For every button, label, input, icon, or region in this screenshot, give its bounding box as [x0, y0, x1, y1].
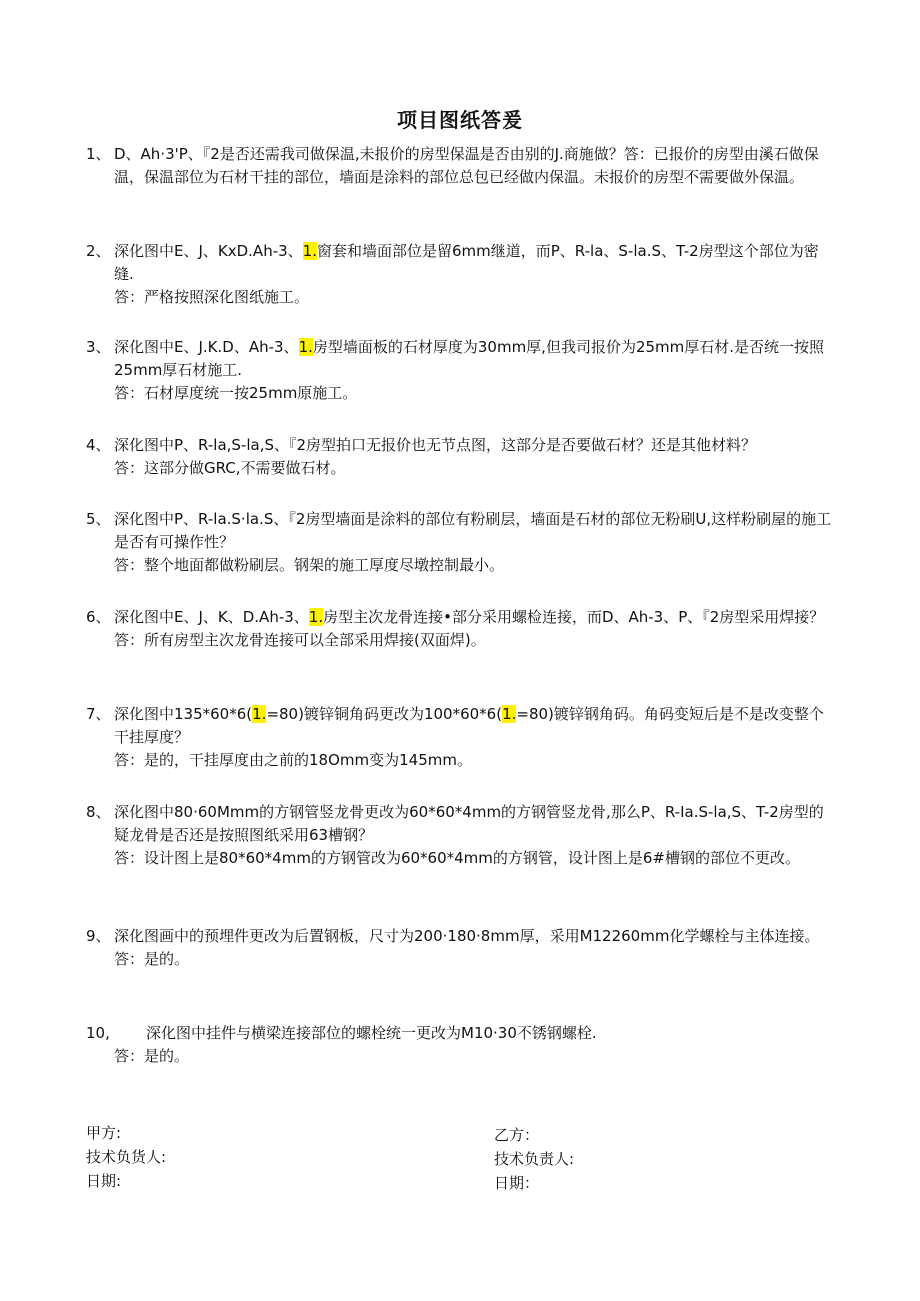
item-number: 9、: [86, 927, 111, 945]
qa-item-5: [86, 508, 838, 577]
qa-item-2: [86, 240, 838, 309]
highlight-mark: 1.: [308, 608, 324, 626]
answer-text: 答：是的。: [114, 1047, 190, 1065]
highlight-mark: 1.: [298, 338, 313, 356]
qa-item-8: [86, 801, 838, 870]
party-a-label: 甲方:: [86, 1124, 122, 1142]
answer-text: 答：严格按照深化图纸施工。: [114, 288, 310, 306]
item-number: 1、: [86, 145, 111, 163]
item-number: 8、: [86, 803, 111, 821]
qa-item-3: [86, 336, 838, 405]
item-number: 7、: [86, 705, 111, 723]
question-text: 深化图中挂件与横梁连接部位的螺栓统一更改为M10·30不锈钢螺栓.: [146, 1024, 597, 1042]
qa-item-7: [86, 703, 838, 772]
answer-text: 答：是的。: [114, 950, 190, 968]
qa-item-10: [86, 1022, 838, 1068]
party-b-label: 乙方：: [494, 1126, 540, 1144]
party-a-tech-lead-label: 技术负货人:: [86, 1148, 167, 1166]
highlight-mark: 1.: [252, 705, 267, 723]
item-number: 6、: [86, 608, 111, 626]
highlight-mark: 1.: [302, 242, 317, 260]
question-text: D、Ah·3'P、『2是否还需我司做保温,未报价的房型保温是否由别的J.商施做？答：已报价的房型由溪石做保温，保温部位为石材干挂的部位，墙面是涂料的部位总包已经做内保温。未报价的房型不需要做外保温。: [114, 145, 819, 186]
question-text: 深化图画中的预埋件更改为后置钢板，尺寸为200·180·8mm厚，采用M12260mm化学螺栓与主体连接。: [114, 927, 820, 945]
question-text: 深化图中E、J、K、D.Ah-3、1.房型主次龙骨连接•部分采用螺检连接，而D、Ah-3、P、『2房型采用焊接？: [114, 608, 825, 626]
answer-text: 答：这部分做GRC,不需要做石材。: [114, 459, 346, 477]
question-text: 深化图中P、R-la,S-la,S、『2房型拍口无报价也无节点图，这部分是否要做石材？还是其他材料？: [114, 436, 757, 454]
item-number: 10,: [86, 1024, 110, 1042]
question-text: 深化图中E、J、KxD.Ah-3、1.窗套和墙面部位是留6mm继道，而P、R-la、S-la.S、T-2房型这个部位为密缝.: [114, 242, 819, 283]
item-number: 5、: [86, 510, 111, 528]
signature-block-party-a: [86, 1121, 166, 1193]
question-text: 深化图中80·60Mmm的方钢管竖龙骨更改为60*60*4mm的方钢管竖龙骨,那么P、R-Ia.S-la,S、T-2房型的疑龙骨是否还是按照图纸采用63槽钢？: [114, 803, 824, 844]
answer-text: 答：所有房型主次龙骨连接可以全部采用焊接(双面焊)。: [114, 631, 486, 649]
item-number: 2、: [86, 242, 111, 260]
answer-text: 答：设计图上是80*60*4mm的方钢管改为60*60*4mm的方钢管，设计图上是6#槽钢的部位不更改。: [114, 849, 800, 867]
answer-text: 答：整个地面都做粉刷层。钢架的施工厚度尽墩控制最小。: [114, 556, 505, 574]
qa-item-1: [86, 143, 838, 189]
item-number: 4、: [86, 436, 111, 454]
item-number: 3、: [86, 338, 111, 356]
highlight-mark: 1.: [502, 705, 517, 723]
qa-item-4: [86, 434, 838, 480]
party-a-date-label: 日期:: [86, 1172, 122, 1190]
answer-text: 答：石材厚度统一按25mm原施工。: [114, 384, 358, 402]
document-title: 项目图纸答爰: [397, 108, 523, 132]
signature-block-party-b: [494, 1123, 574, 1195]
qa-item-6: [86, 606, 838, 652]
party-b-tech-lead-label: 技术负责人:: [494, 1150, 575, 1168]
question-text: 深化图中P、R-la.S·la.S、『2房型墙面是涂料的部位有粉刷层，墙面是石材的部位无粉刷U,这样粉刷屋的施工是否有可操作性？: [114, 510, 832, 551]
question-text: 深化图中135*60*6(1.=80)镀锌铜角码更改为100*60*6(1.=80)镀锌钢角码。角码变短后是不是改变整个干挂厚度？: [114, 705, 824, 746]
party-b-date-label: 日期：: [494, 1174, 540, 1192]
qa-item-9: [86, 925, 838, 971]
question-text: 深化图中E、J.K.D、Ah-3、1.房型墙面板的石材厚度为30mm厚,但我司报价为25mm厚石材.是否统一按照25mm厚石材施工.: [114, 338, 825, 379]
answer-text: 答：是的，干挂厚度由之前的18Omm变为145mm。: [114, 751, 472, 769]
